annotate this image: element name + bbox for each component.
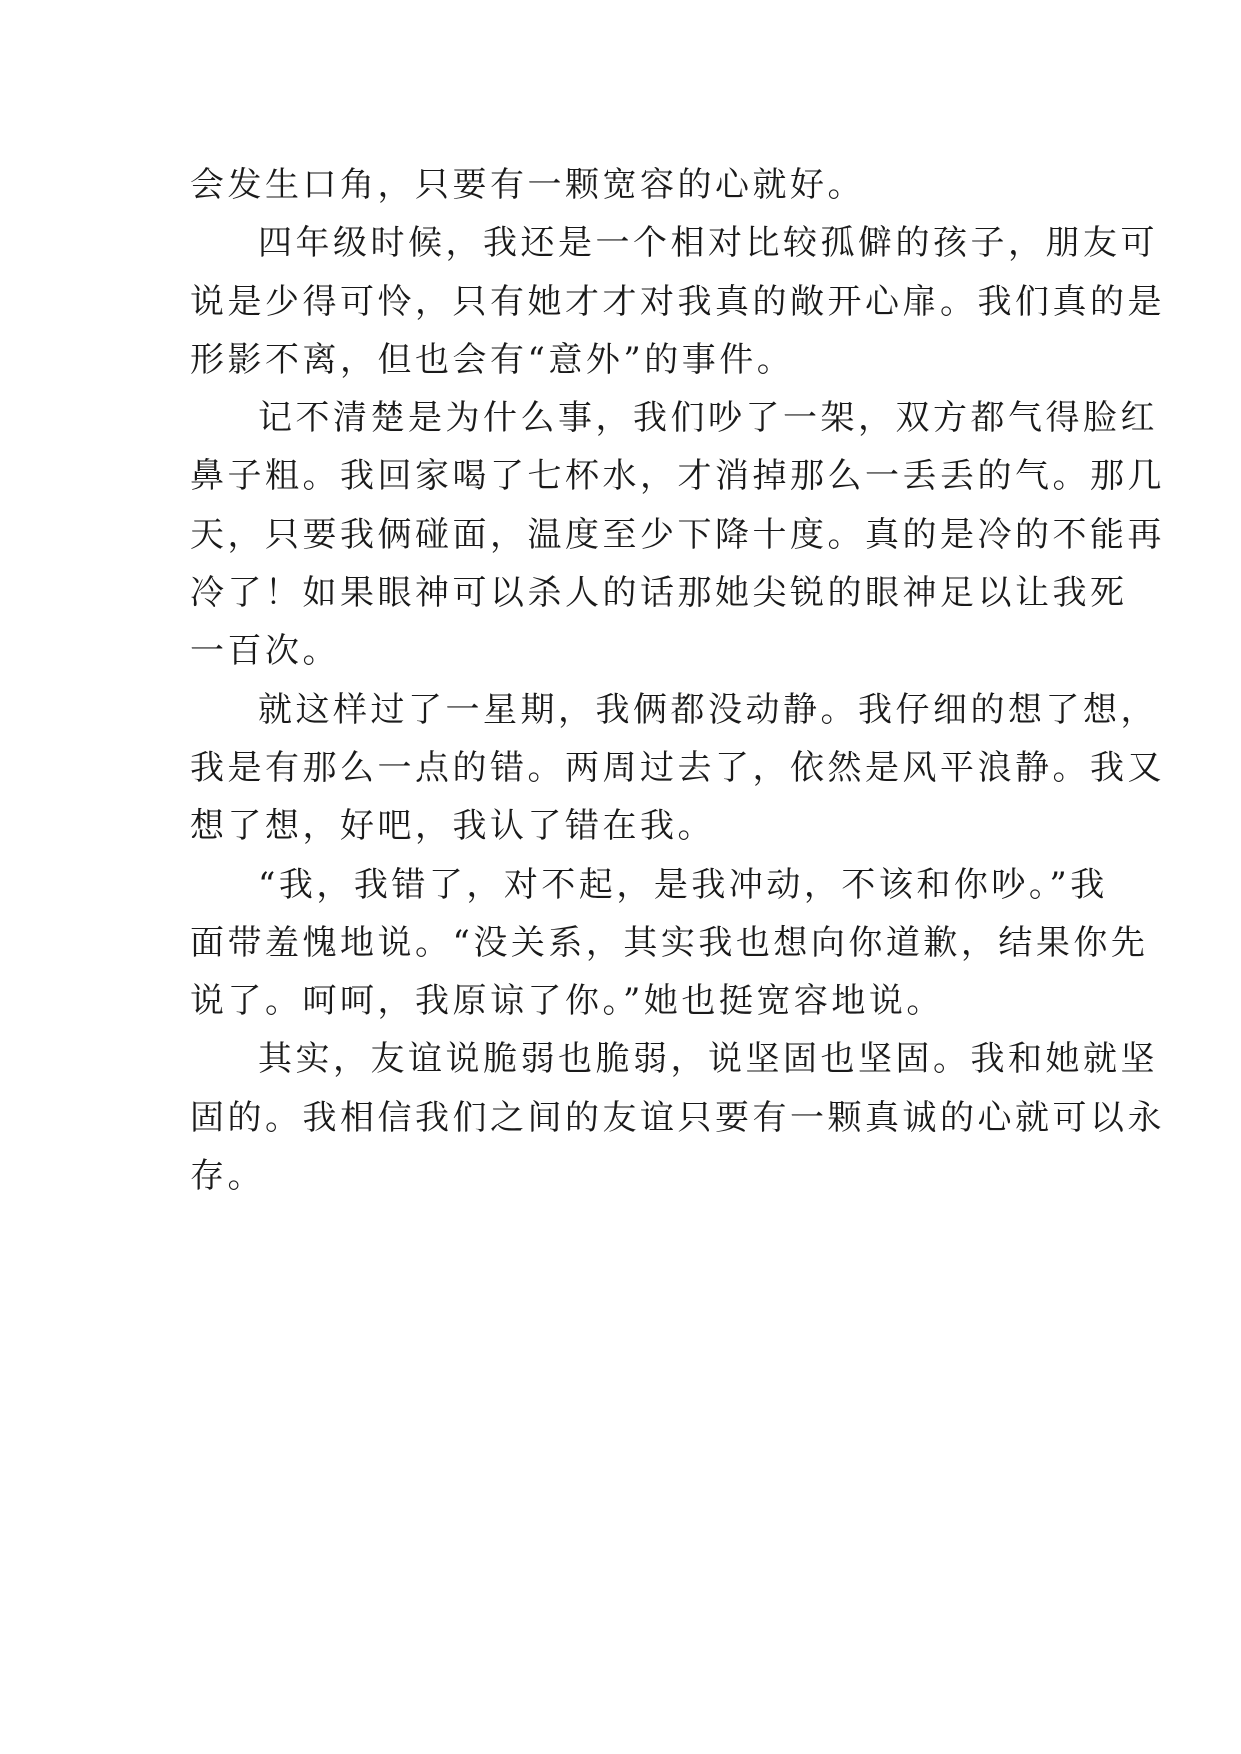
text-line: 说了。呵呵，我原谅了你。”她也挺宽容地说。 xyxy=(190,981,944,1022)
text-line: 形影不离，但也会有“意外”的事件。 xyxy=(190,339,795,380)
text-line: 想了想，好吧，我认了错在我。 xyxy=(190,806,715,847)
text-line: 说是少得可怜，只有她才才对我真的敞开心扉。我们真的是 xyxy=(190,281,1165,322)
text-line: 一百次。 xyxy=(190,631,340,672)
text-line: 鼻子粗。我回家喝了七杯水，才消掉那么一丢丢的气。那几 xyxy=(190,456,1165,497)
text-line: 就这样过了一星期，我俩都没动静。我仔细的想了想， xyxy=(258,689,1158,730)
text-line: 面带羞愧地说。“没关系，其实我也想向你道歉，结果你先 xyxy=(190,922,1149,963)
text-line: 四年级时候，我还是一个相对比较孤僻的孩子，朋友可 xyxy=(258,223,1158,264)
text-line: 记不清楚是为什么事，我们吵了一架，双方都气得脸红 xyxy=(258,398,1158,439)
text-line: 冷了！如果眼神可以杀人的话那她尖锐的眼神足以让我死 xyxy=(190,573,1128,614)
text-line: 我是有那么一点的错。两周过去了，依然是风平浪静。我又 xyxy=(190,747,1165,788)
text-line: 存。 xyxy=(190,1156,265,1197)
essay-body xyxy=(190,156,1165,1205)
text-line: “我，我错了，对不起，是我冲动，不该和你吵。”我 xyxy=(258,864,1108,905)
text-line: 会发生口角，只要有一颗宽容的心就好。 xyxy=(190,165,865,205)
text-line: 固的。我相信我们之间的友谊只要有一颗真诚的心就可以永 xyxy=(190,1097,1165,1138)
text-line: 天，只要我俩碰面，温度至少下降十度。真的是冷的不能再 xyxy=(190,514,1165,555)
text-line: 其实，友谊说脆弱也脆弱，说坚固也坚固。我和她就坚 xyxy=(258,1039,1158,1080)
